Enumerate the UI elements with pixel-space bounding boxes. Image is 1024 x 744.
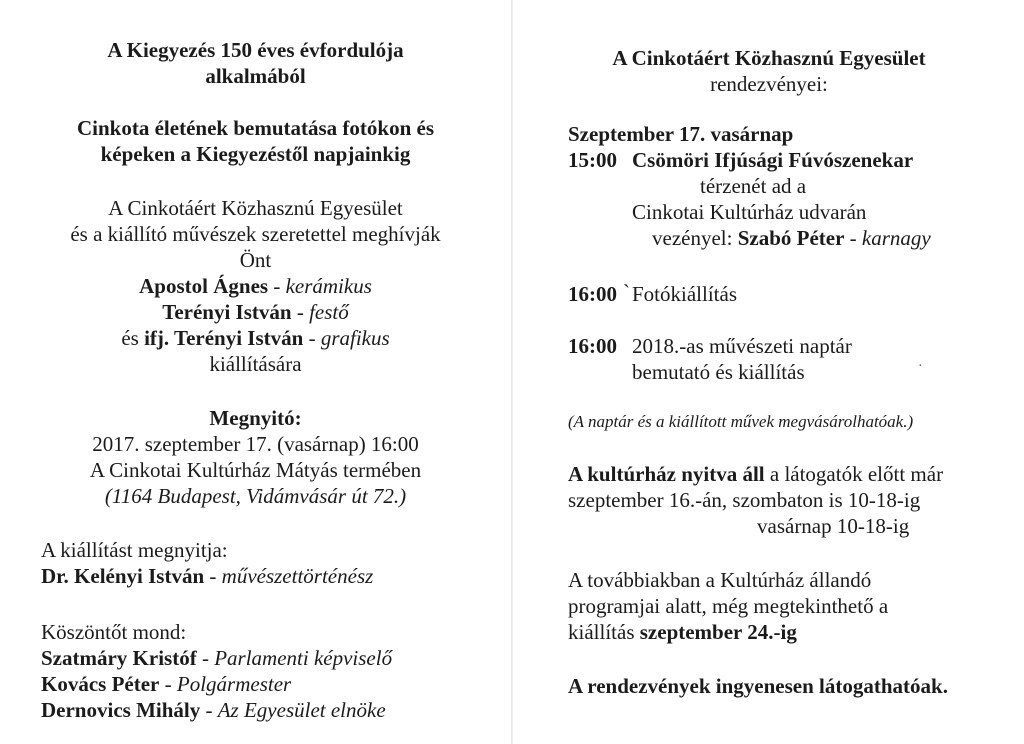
further-line-1: A továbbiakban a Kultúrház állandó [568, 568, 872, 592]
greeter-line [41, 645, 392, 671]
opening-hours-line-1 [568, 461, 943, 487]
artist-separator: - [303, 326, 321, 350]
further-line-2: programjai alatt, még megtekinthető a [568, 594, 889, 618]
event-time: 16:00 [568, 282, 617, 306]
opener-line [41, 563, 373, 589]
subtitle-line-2: képeken a Kiegyezéstől napjainkig [100, 142, 411, 166]
opener-separator: - [204, 564, 222, 588]
artist-name: Terényi István [162, 300, 292, 324]
event-time: 15:00 [568, 148, 617, 172]
further-line-3 [568, 619, 797, 645]
event-detail: térzenét ad a [700, 174, 807, 198]
greeter-name: Kovács Péter [41, 672, 160, 696]
greeter-line [41, 671, 291, 697]
artist-separator: - [291, 300, 310, 324]
opener-name: Dr. Kelényi István [41, 564, 205, 588]
exhibition-line: kiállítására [209, 352, 302, 376]
title-line-2: alkalmából [205, 64, 306, 88]
opening-date: 2017. szeptember 17. (vasárnap) 16:00 [92, 432, 419, 456]
opening-place: A Cinkotai Kultúrház Mátyás termében [89, 458, 422, 482]
artist-role: festő [309, 300, 349, 324]
greeter-separator: - [200, 698, 218, 722]
greeter-line [41, 697, 386, 723]
further-line-3-date: szeptember 24.-ig [639, 620, 797, 644]
artist-name: ifj. Terényi István [144, 326, 304, 350]
invite-line-2: és a kiállító művészek szeretettel meghívják [70, 222, 441, 246]
conductor-label: vezényel: [652, 226, 738, 250]
opening-hours-line-2: szeptember 16.-án, szombaton is 10-18-ig [568, 488, 921, 512]
event-detail: Cinkotai Kultúrház udvarán [632, 200, 867, 224]
opening-hours-bold: A kultúrház nyitva áll [568, 462, 765, 486]
opener-label: A kiállítást megnyitja: [41, 538, 228, 562]
events-title: A Cinkotáért Közhasznú Egyesület [612, 46, 926, 70]
page-fold [511, 0, 513, 744]
title-line-1: A Kiegyezés 150 éves évfordulója [107, 38, 404, 62]
subtitle-line-1: Cinkota életének bemutatása fotókon és [77, 116, 434, 140]
artist-line [0, 273, 511, 299]
further-line-3-prefix: kiállítás [568, 620, 640, 644]
invite-line-1: A Cinkotáért Közhasznú Egyesület [108, 196, 403, 220]
artist-role: grafikus [320, 326, 390, 350]
purchase-note: (A naptár és a kiállított művek megvásárolhatóak.) [568, 412, 914, 431]
speck-mark: · [918, 359, 923, 374]
greeter-separator: - [159, 672, 177, 696]
event-name: Fotókiállítás [632, 282, 737, 306]
event-name: Csömöri Ifjúsági Fúvószenekar [632, 148, 914, 172]
event-time: 16:00 [568, 334, 617, 358]
artist-line [0, 299, 511, 325]
greeter-separator: - [196, 646, 215, 670]
event-conductor [652, 225, 931, 251]
greeter-role: Az Egyesület elnöke [217, 698, 386, 722]
event-detail: 2018.-as művészeti naptár [632, 334, 852, 358]
greeter-name: Dernovics Mihály [41, 698, 201, 722]
opening-hours-line-3: vasárnap 10-18-ig [757, 514, 910, 538]
opening-label: Megnyitó: [209, 406, 302, 430]
tick-mark: ` [623, 280, 630, 304]
opening-address: (1164 Budapest, Vidámvásár út 72.) [104, 484, 407, 508]
artist-line [0, 325, 511, 351]
conductor-role: karnagy [861, 226, 931, 250]
greeter-role: Parlamenti képviselő [214, 646, 393, 670]
greeter-name: Szatmáry Kristóf [41, 646, 197, 670]
opener-role: művészettörténész [221, 564, 374, 588]
conductor-separator: - [844, 226, 862, 250]
greeter-role: Polgármester [176, 672, 292, 696]
artist-role: kerámikus [285, 274, 372, 298]
artist-prefix: és [121, 326, 145, 350]
opening-hours-rest: a látogatók előtt már [764, 462, 944, 486]
event-day: Szeptember 17. vasárnap [568, 122, 794, 146]
event-detail: bemutató és kiállítás [632, 360, 805, 384]
artist-separator: - [268, 274, 286, 298]
greeting-label: Köszöntőt mond: [41, 620, 187, 644]
free-entry-line: A rendezvények ingyenesen látogathatóak. [568, 674, 948, 698]
invite-line-3: Önt [239, 248, 272, 272]
artist-name: Apostol Ágnes [139, 274, 269, 298]
events-subtitle: rendezvényei: [710, 72, 828, 96]
conductor-name: Szabó Péter [737, 226, 845, 250]
